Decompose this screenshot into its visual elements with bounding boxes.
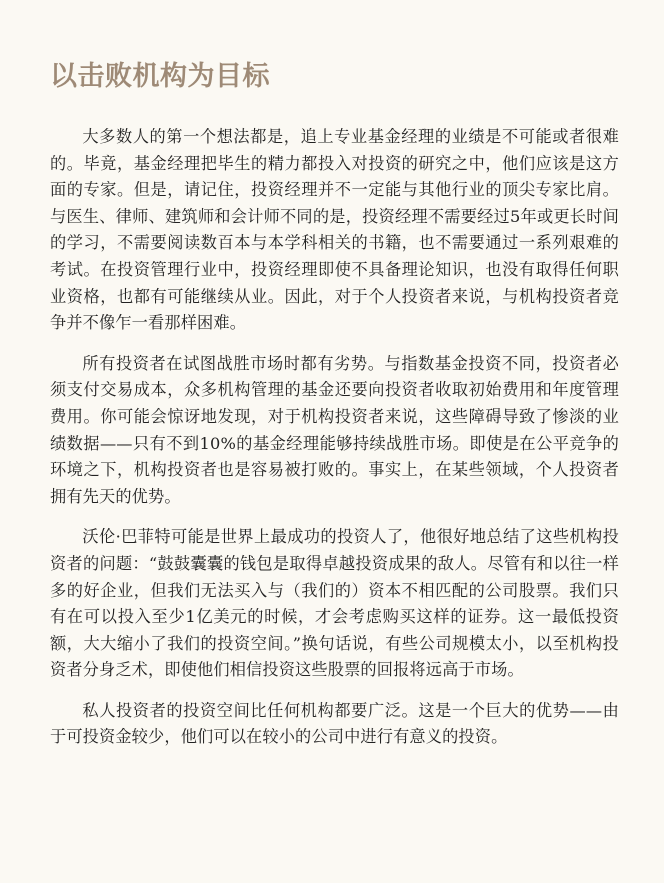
body-paragraph-1: 大多数人的第一个想法都是，追上专业基金经理的业绩是不可能或者很难的。毕竟，基金经理把毕生的精力都投入对投资的研究之中，他们应该是这方面的专家。但是，请记住，投资经理并不一定能与其他行业的顶尖专家比肩。与医生、律师、建筑师和会计师不同的是，投资经理不需要经过5年或更长时间的学习，不需要阅读数百本与本学科相关的书籍，也不需要通过一系列艰难的考试。在投资管理行业中，投资经理即使不具备理论知识，也没有取得任何职业资格，也都有可能继续从业。因此，对于个人投资者来说，与机构投资者竞争并不像乍一看那样困难。 — [50, 127, 619, 333]
body-paragraph-4: 私人投资者的投资空间比任何机构都要广泛。这是一个巨大的优势——由于可投资金较少，他们可以在较小的公司中进行有意义的投资。 — [50, 700, 619, 747]
section-title: 以击败机构为目标 — [50, 61, 270, 92]
body-paragraph-2: 所有投资者在试图战胜市场时都有劣势。与指数基金投资不同，投资者必须支付交易成本，众多机构管理的基金还要向投资者收取初始费用和年度管理费用。你可能会惊讶地发现，对于机构投资者来说，这些障碍导致了惨淡的业绩数据——只有不到10%的基金经理能够持续战胜市场。即使是在公平竞争的环境之下，机构投资者也是容易被打败的。事实上，在某些领域，个人投资者拥有先天的优势。 — [50, 353, 619, 506]
body-paragraph-3: 沃伦·巴菲特可能是世界上最成功的投资人了，他很好地总结了这些机构投资者的问题：“鼓鼓囊囊的钱包是取得卓越投资成果的敌人。尽管有和以往一样多的好企业，但我们无法买入与（我们的）资本不相匹配的公司股票。我们只有在可以投入至少1亿美元的时候，才会考虑购买这样的证券。这一最低投资额，大大缩小了我们的投资空间。”换句话说，有些公司规模太小，以至机构投资者分身乏术，即使他们相信投资这些股票的回报将远高于市场。 — [50, 527, 619, 680]
